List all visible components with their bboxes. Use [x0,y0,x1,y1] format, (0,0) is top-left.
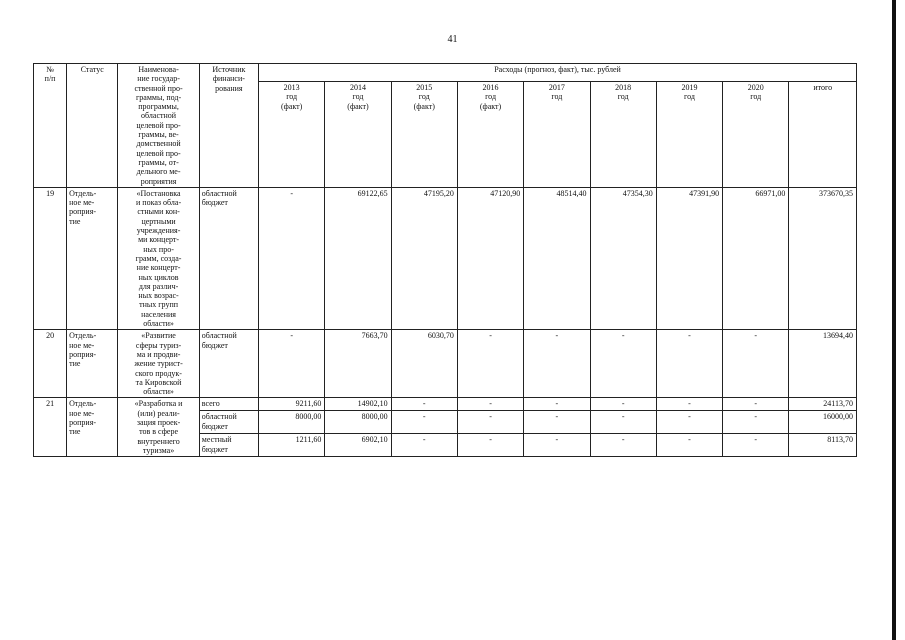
value-cell: - [524,398,590,411]
value-cell: - [656,398,722,411]
value-cell: 8000,00 [325,411,391,434]
page-number: 41 [447,34,458,45]
value-cell: 7663,70 [325,330,391,398]
header-year-2017: 2017 год [524,82,590,188]
total-cell: 13694,40 [789,330,857,398]
row-number: 21 [34,398,67,457]
budget-table-container [33,63,857,457]
table-row [34,398,857,411]
total-cell: 16000,00 [789,411,857,434]
scan-edge-bar [892,0,896,640]
header-year-2014: 2014 год (факт) [325,82,391,188]
value-cell: - [457,398,523,411]
value-cell: - [723,330,789,398]
value-cell: 6030,70 [391,330,457,398]
value-cell: - [590,411,656,434]
row-source: областной бюджет [199,330,258,398]
header-year-2019: 2019 год [656,82,722,188]
value-cell: - [457,411,523,434]
row-source: областной бюджет [199,187,258,329]
value-cell: - [590,398,656,411]
total-cell: 373670,35 [789,187,857,329]
value-cell: - [723,411,789,434]
header-status: Статус [67,64,118,188]
table-row [34,187,857,329]
value-cell: 14902,10 [325,398,391,411]
value-cell: - [524,330,590,398]
value-cell: - [723,398,789,411]
total-cell: 24113,70 [789,398,857,411]
value-cell: 48514,40 [524,187,590,329]
total-cell: 8113,70 [789,434,857,457]
header-expenses: Расходы (прогноз, факт), тыс. рублей [259,64,857,82]
value-cell: - [259,330,325,398]
row-name: «Постановка и показ обла- стными кон- цертными учреждения- ми концерт- ных про- грамм, созда- ние концерт- ных циклов для различ- ных возрас- тных групп населения области» [118,187,199,329]
header-source: Источник финанси- рования [199,64,258,188]
row-name: «Развитие сферы туриз- ма и продви- жение турист- ского продук- та Кировской области» [118,330,199,398]
value-cell: 47120,90 [457,187,523,329]
value-cell: - [391,411,457,434]
row-status: Отдель- ное ме- роприя- тие [67,330,118,398]
header-year-2018: 2018 год [590,82,656,188]
value-cell: - [457,330,523,398]
value-cell: 6902,10 [325,434,391,457]
value-cell: 69122,65 [325,187,391,329]
row-status: Отдель- ное ме- роприя- тие [67,187,118,329]
row-name: «Разработка и (или) реали- зация проек- тов в сфере внутреннего туризма» [118,398,199,457]
header-name: Наименова- ние государ- ственной про- граммы, под- программы, областной целевой про- граммы, ве- домственной целевой про- граммы, от- дельного ме- роприятия [118,64,199,188]
value-cell: - [656,330,722,398]
value-cell: 8000,00 [259,411,325,434]
value-cell: - [457,434,523,457]
value-cell: 47354,30 [590,187,656,329]
value-cell: - [391,434,457,457]
value-cell: - [524,411,590,434]
row-number: 19 [34,187,67,329]
value-cell: - [391,398,457,411]
value-cell: - [723,434,789,457]
header-num: № п/п [34,64,67,188]
value-cell: 1211,60 [259,434,325,457]
header-year-2016: 2016 год (факт) [457,82,523,188]
value-cell: 47195,20 [391,187,457,329]
header-total: итого [789,82,857,188]
value-cell: - [656,434,722,457]
row-number: 20 [34,330,67,398]
value-cell: 9211,60 [259,398,325,411]
row-source: местный бюджет [199,434,258,457]
row-source: областной бюджет [199,411,258,434]
header-year-2013: 2013 год (факт) [259,82,325,188]
table-row [34,330,857,398]
row-status: Отдель- ное ме- роприя- тие [67,398,118,457]
value-cell: - [656,411,722,434]
value-cell: - [590,330,656,398]
row-source: всего [199,398,258,411]
value-cell: 66971,00 [723,187,789,329]
value-cell: - [590,434,656,457]
value-cell: - [259,187,325,329]
header-year-2015: 2015 год (факт) [391,82,457,188]
value-cell: 47391,90 [656,187,722,329]
value-cell: - [524,434,590,457]
budget-table [33,63,857,457]
header-year-2020: 2020 год [723,82,789,188]
